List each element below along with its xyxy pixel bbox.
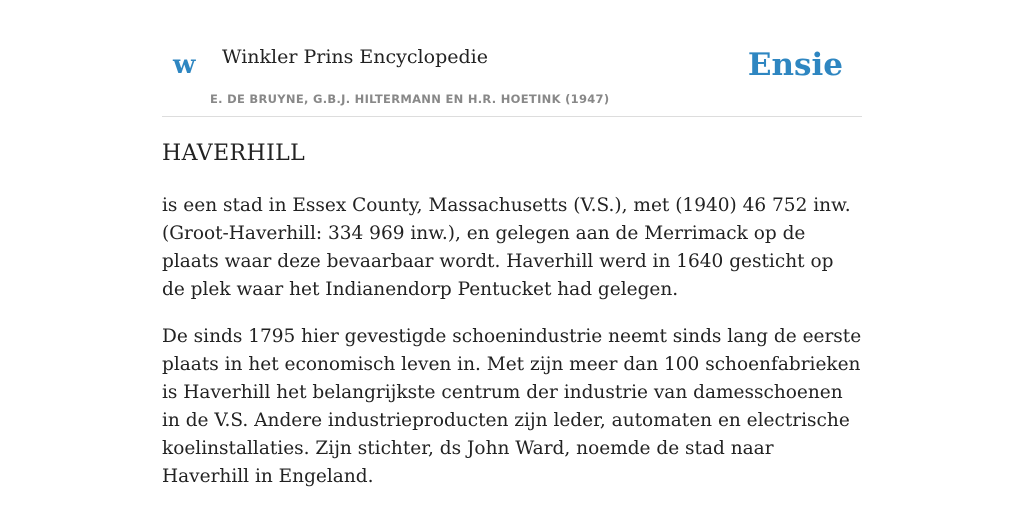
source-title[interactable]: Winkler Prins Encyclopedie	[222, 46, 488, 68]
source-authors: E. DE BRUYNE, G.B.J. HILTERMANN EN H.R. HOETINK (1947)	[210, 92, 610, 106]
entry-paragraph: De sinds 1795 hier gevestigde schoenindustrie neemt sinds lang de eerste plaats in het economisch leven in. Met zijn meer dan 100 schoenfabrieken is Haverhill het belangrijkste centrum der industrie van damesschoenen in de V.S. Andere industrieproducten zijn leder, automaten en electrische koelinstallaties. Zijn stichter, ds John Ward, noemde de stad naar Haverhill in Engeland.	[162, 326, 862, 487]
source-header	[162, 0, 862, 117]
encyclopedia-card	[162, 0, 862, 487]
entry-paragraph: is een stad in Essex County, Massachusetts (V.S.), met (1940) 46 752 inw. (Groot-Haverhill: 334 969 inw.), en gelegen aan de Merrimack op de plaats waar deze bevaarbaar wordt. Haverhill werd in 1640 gesticht op de plek waar het Indianendorp Pentucket had gelegen.	[162, 195, 851, 300]
entry-title: HAVERHILL	[162, 141, 306, 166]
winkler-prins-logo[interactable]: w	[173, 50, 196, 80]
ensie-logo[interactable]: Ensie	[747, 47, 843, 83]
entry-body	[162, 192, 862, 510]
